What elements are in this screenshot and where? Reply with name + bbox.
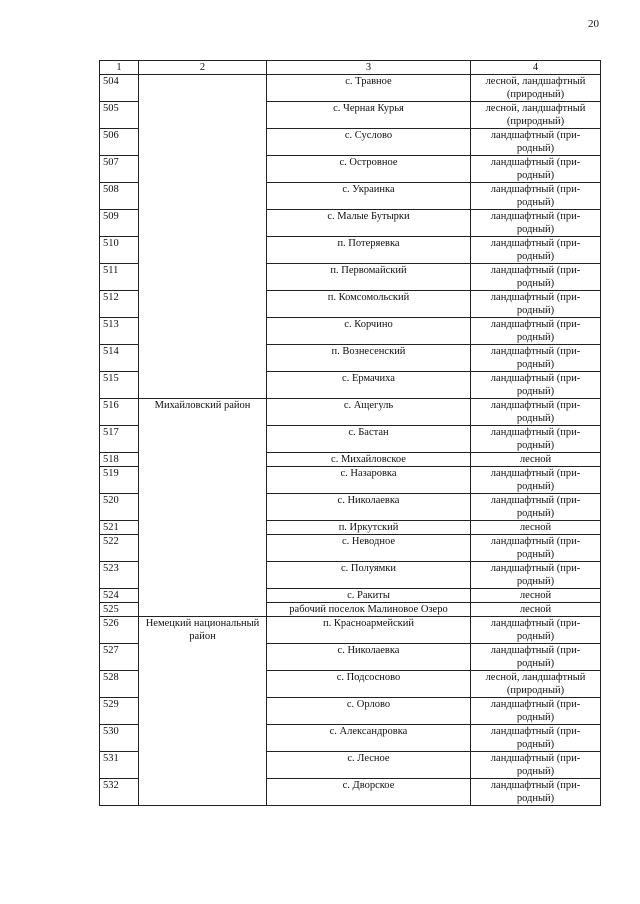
district-cell: Михайловский район: [139, 399, 267, 617]
settlement-cell: с. Украинка: [267, 183, 471, 210]
type-cell: ландшафтный (при-родный): [471, 535, 601, 562]
settlement-cell: с. Ракиты: [267, 589, 471, 603]
type-cell: ландшафтный (при-родный): [471, 129, 601, 156]
type-cell: лесной: [471, 603, 601, 617]
column-header: 4: [471, 61, 601, 75]
table-row: [100, 75, 601, 102]
settlement-cell: с. Малые Бутырки: [267, 210, 471, 237]
row-number-cell: 520: [100, 494, 139, 521]
type-cell: лесной: [471, 589, 601, 603]
row-number-cell: 507: [100, 156, 139, 183]
row-number-cell: 515: [100, 372, 139, 399]
type-cell: ландшафтный (при-родный): [471, 779, 601, 806]
district-cell: Немецкий национальный район: [139, 617, 267, 806]
row-number-cell: 516: [100, 399, 139, 426]
settlement-cell: с. Черная Курья: [267, 102, 471, 129]
row-number-cell: 525: [100, 603, 139, 617]
row-number-cell: 526: [100, 617, 139, 644]
type-cell: ландшафтный (при-родный): [471, 494, 601, 521]
row-number-cell: 513: [100, 318, 139, 345]
column-header: 2: [139, 61, 267, 75]
settlement-cell: с. Бастан: [267, 426, 471, 453]
row-number-cell: 519: [100, 467, 139, 494]
type-cell: ландшафтный (при-родный): [471, 562, 601, 589]
type-cell: ландшафтный (при-родный): [471, 372, 601, 399]
row-number-cell: 504: [100, 75, 139, 102]
type-cell: ландшафтный (при-родный): [471, 345, 601, 372]
type-cell: лесной, ландшафтный (природный): [471, 75, 601, 102]
settlement-cell: с. Михайловское: [267, 453, 471, 467]
row-number-cell: 531: [100, 752, 139, 779]
type-cell: лесной: [471, 521, 601, 535]
settlement-cell: с. Николаевка: [267, 644, 471, 671]
settlement-cell: с. Дворское: [267, 779, 471, 806]
row-number-cell: 508: [100, 183, 139, 210]
settlement-cell: с. Лесное: [267, 752, 471, 779]
settlement-cell: п. Первомайский: [267, 264, 471, 291]
table-row: [100, 617, 601, 644]
type-cell: ландшафтный (при-родный): [471, 264, 601, 291]
type-cell: ландшафтный (при-родный): [471, 698, 601, 725]
table-body: [100, 75, 601, 806]
type-cell: ландшафтный (при-родный): [471, 399, 601, 426]
settlement-cell: с. Островное: [267, 156, 471, 183]
table-row: [100, 399, 601, 426]
column-header: 1: [100, 61, 139, 75]
settlement-cell: с. Николаевка: [267, 494, 471, 521]
settlement-cell: с. Травное: [267, 75, 471, 102]
settlement-cell: п. Комсомольский: [267, 291, 471, 318]
type-cell: ландшафтный (при-родный): [471, 318, 601, 345]
row-number-cell: 511: [100, 264, 139, 291]
settlement-cell: рабочий поселок Малиновое Озеро: [267, 603, 471, 617]
row-number-cell: 512: [100, 291, 139, 318]
settlement-cell: с. Александровка: [267, 725, 471, 752]
type-cell: ландшафтный (при-родный): [471, 291, 601, 318]
row-number-cell: 529: [100, 698, 139, 725]
type-cell: лесной, ландшафтный (природный): [471, 102, 601, 129]
header-row: [100, 61, 601, 75]
settlement-cell: с. Суслово: [267, 129, 471, 156]
type-cell: ландшафтный (при-родный): [471, 210, 601, 237]
row-number-cell: 527: [100, 644, 139, 671]
row-number-cell: 517: [100, 426, 139, 453]
row-number-cell: 528: [100, 671, 139, 698]
type-cell: лесной: [471, 453, 601, 467]
type-cell: ландшафтный (при-родный): [471, 617, 601, 644]
type-cell: ландшафтный (при-родный): [471, 237, 601, 264]
settlement-cell: с. Ащегуль: [267, 399, 471, 426]
settlement-cell: с. Ермачиха: [267, 372, 471, 399]
row-number-cell: 532: [100, 779, 139, 806]
row-number-cell: 522: [100, 535, 139, 562]
settlement-cell: с. Полуямки: [267, 562, 471, 589]
column-header: 3: [267, 61, 471, 75]
row-number-cell: 523: [100, 562, 139, 589]
settlement-cell: п. Потеряевка: [267, 237, 471, 264]
settlement-cell: с. Корчино: [267, 318, 471, 345]
type-cell: ландшафтный (при-родный): [471, 183, 601, 210]
row-number-cell: 518: [100, 453, 139, 467]
settlement-cell: с. Назаровка: [267, 467, 471, 494]
type-cell: ландшафтный (при-родный): [471, 644, 601, 671]
settlement-cell: с. Неводное: [267, 535, 471, 562]
settlement-cell: п. Иркутский: [267, 521, 471, 535]
row-number-cell: 505: [100, 102, 139, 129]
district-cell: [139, 75, 267, 399]
type-cell: ландшафтный (при-родный): [471, 725, 601, 752]
type-cell: лесной, ландшафтный (природный): [471, 671, 601, 698]
type-cell: ландшафтный (при-родный): [471, 156, 601, 183]
row-number-cell: 506: [100, 129, 139, 156]
registry-table: [99, 60, 601, 806]
row-number-cell: 514: [100, 345, 139, 372]
settlement-cell: с. Подсосново: [267, 671, 471, 698]
type-cell: ландшафтный (при-родный): [471, 426, 601, 453]
row-number-cell: 530: [100, 725, 139, 752]
row-number-cell: 524: [100, 589, 139, 603]
type-cell: ландшафтный (при-родный): [471, 467, 601, 494]
page-number: 20: [588, 18, 599, 30]
type-cell: ландшафтный (при-родный): [471, 752, 601, 779]
row-number-cell: 510: [100, 237, 139, 264]
row-number-cell: 509: [100, 210, 139, 237]
settlement-cell: п. Вознесенский: [267, 345, 471, 372]
settlement-cell: с. Орлово: [267, 698, 471, 725]
settlement-cell: п. Красноармейский: [267, 617, 471, 644]
row-number-cell: 521: [100, 521, 139, 535]
